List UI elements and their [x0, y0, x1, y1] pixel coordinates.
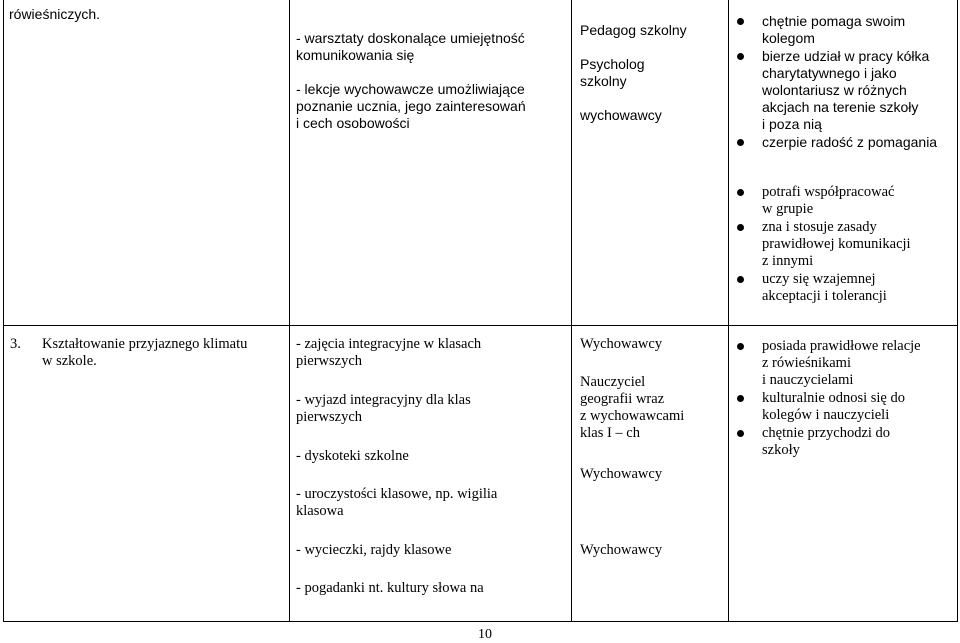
list-item: bierze udział w pracy kółka charytatywnego i jako wolontariusz w różnych akcjach na terenie szkoły i poza nią: [734, 48, 954, 133]
activity-item: - zajęcia integracyjne w klasach pierwszych: [296, 336, 482, 369]
cell-top-responsible: Pedagog szkolny Psycholog szkolny wychowawcy: [580, 22, 687, 123]
list-item: kulturalnie odnosi się do kolegów i nauczycieli: [734, 390, 954, 424]
activity-item: - pogadanki nt. kultury słowa na: [296, 580, 484, 596]
table-border-right: [957, 0, 958, 622]
row-title: Kształtowanie przyjaznego klimatu w szkole.: [42, 336, 248, 369]
top-outcomes-list-2: [734, 184, 954, 306]
list-item: potrafi współpracować w grupie: [734, 184, 954, 218]
list-item: chętnie przychodzi do szkoły: [734, 425, 954, 459]
page-number: 10: [478, 627, 492, 642]
table-border-bottom: [3, 621, 958, 622]
list-item: czerpie radość z pomagania: [734, 134, 954, 151]
activity-item: - wycieczki, rajdy klasowe: [296, 542, 452, 558]
activity-item: - dyskoteki szkolne: [296, 448, 409, 464]
responsible-item: Wychowawcy: [580, 466, 663, 482]
cell-top-activities: - warsztaty doskonalące umiejętność komunikowania się - lekcje wychowawcze umożliwiające poznanie ucznia, jego zainteresowań i cech osobowości: [296, 30, 526, 131]
list-item: uczy się wzajemnej akceptacji i tolerancji: [734, 271, 954, 305]
table-divider-2: [571, 0, 572, 622]
top-outcomes-list-1: [734, 13, 954, 152]
table-divider-1: [289, 0, 290, 622]
list-item: chętnie pomaga swoim kolegom: [734, 13, 954, 47]
list-item: zna i stosuje zasady prawidłowej komunikacji z innymi: [734, 219, 954, 270]
row-number: 3.: [10, 336, 21, 352]
row3-outcomes-list: [734, 338, 954, 460]
list-item: posiada prawidłowe relacje z rówieśnikami i nauczycielami: [734, 338, 954, 389]
responsible-item: Wychowawcy: [580, 542, 663, 558]
activity-item: - wyjazd integracyjny dla klas pierwszych: [296, 392, 471, 425]
table-divider-3: [728, 0, 729, 622]
row-separator: [3, 325, 958, 326]
table-border-left: [3, 0, 4, 622]
cell-top-goal: rówieśniczych.: [9, 6, 101, 22]
activity-item: - uroczystości klasowe, np. wigilia klasowa: [296, 486, 498, 519]
responsible-item: Nauczyciel geografii wraz z wychowawcami klas I – ch: [580, 374, 685, 441]
responsible-item: Wychowawcy: [580, 336, 663, 352]
